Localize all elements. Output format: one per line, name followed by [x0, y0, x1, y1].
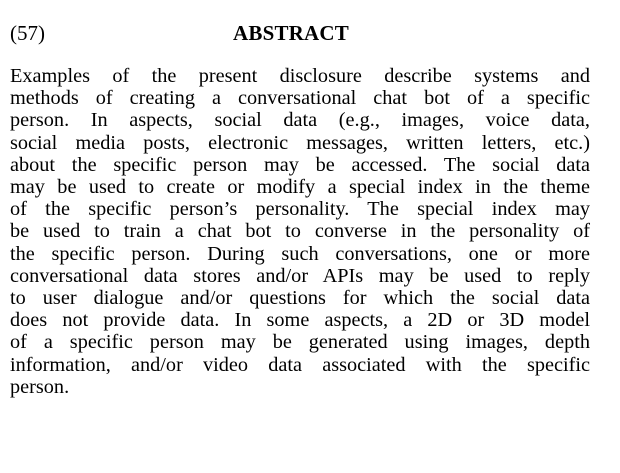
- abstract-line: may be used to create or modify a special index in the theme: [10, 176, 590, 199]
- abstract-header: [0, 18, 620, 48]
- abstract-line: social media posts, electronic messages, written letters, etc.): [10, 131, 590, 154]
- abstract-line: Examples of the present disclosure describe systems and: [10, 65, 590, 87]
- section-title: ABSTRACT: [233, 21, 349, 45]
- abstract-line: to user dialogue and/or questions for which the social data: [10, 287, 590, 310]
- abstract-line: be used to train a chat bot to converse in the personality of: [10, 220, 590, 243]
- abstract-line: information, and/or video data associated with the specific: [10, 353, 590, 376]
- abstract-line: methods of creating a conversational chat bot of a specific: [10, 87, 590, 110]
- abstract-body: [10, 65, 590, 398]
- inid-code: (57): [10, 21, 45, 45]
- abstract-line: of a specific person may be generated using images, depth: [10, 331, 590, 354]
- abstract-line: of the specific person’s personality. The special index may: [10, 198, 590, 221]
- abstract-line: the specific person. During such conversations, one or more: [10, 242, 590, 265]
- abstract-line: conversational data stores and/or APIs may be used to reply: [10, 264, 590, 287]
- abstract-line: does not provide data. In some aspects, a 2D or 3D model: [10, 309, 590, 332]
- abstract-line: person. In aspects, social data (e.g., images, voice data,: [10, 109, 590, 132]
- abstract-line: person.: [10, 375, 70, 398]
- abstract-line: about the specific person may be accessed. The social data: [10, 153, 590, 176]
